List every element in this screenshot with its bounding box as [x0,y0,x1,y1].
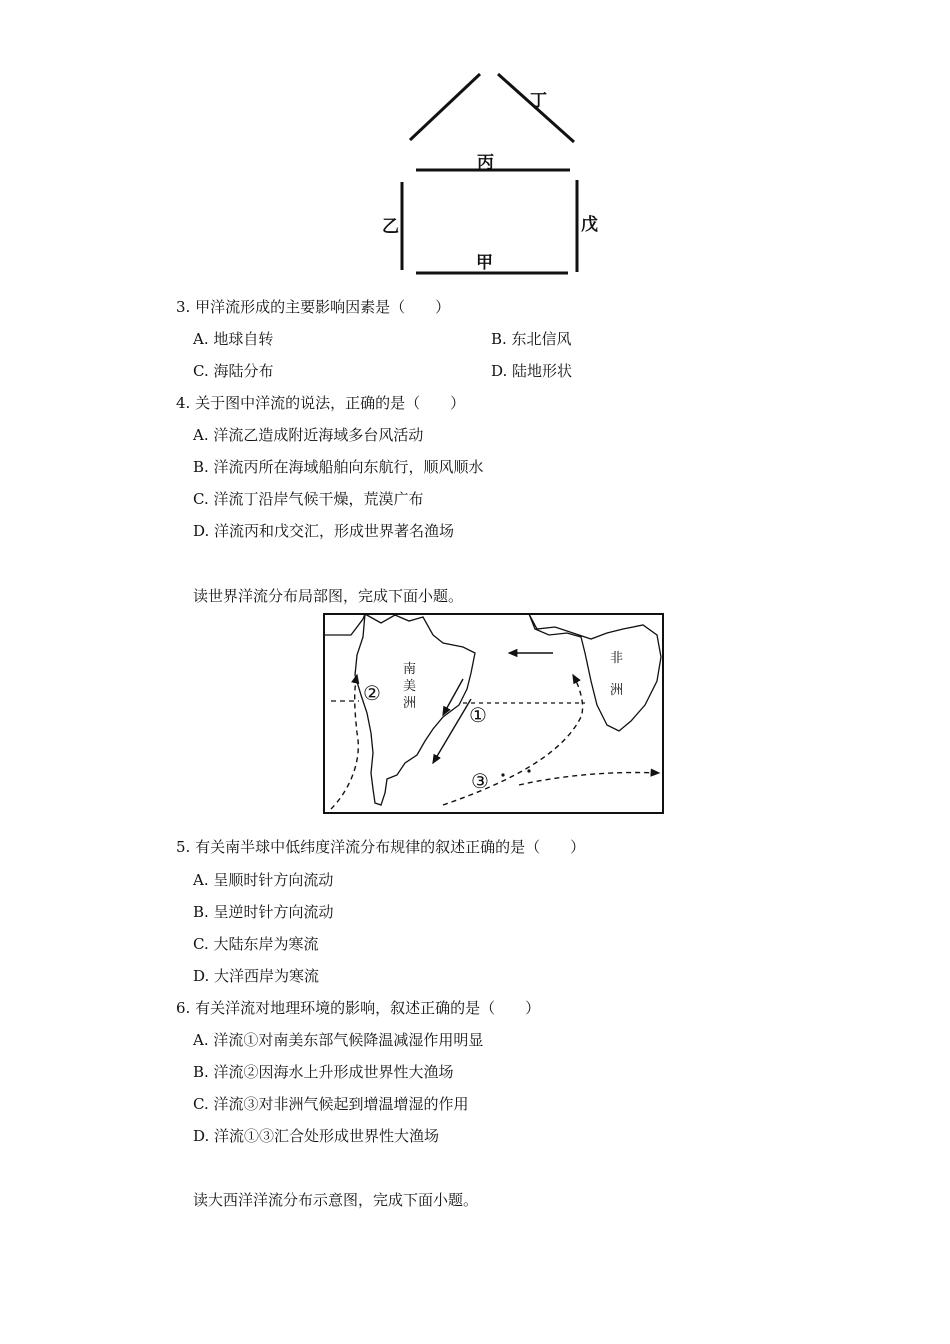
label-wu: 戊 [581,215,598,235]
label-current-2: ② [363,681,381,705]
q3-option-c: C. 海陆分布 [193,362,274,380]
map-dot [527,769,530,772]
label-ding: 丁 [530,91,547,111]
south-atlantic-map [323,613,665,815]
label-south-america: 南美洲 [403,662,417,711]
q5-option-d: D. 大洋西岸为寒流 [193,967,320,985]
q4-option-a: A. 洋流乙造成附近海域多台风活动 [193,426,424,444]
q5-option-c: C. 大陆东岸为寒流 [193,935,319,953]
label-jia: 甲 [476,253,493,273]
map-dot [501,773,504,776]
q6-option-a: A. 洋流①对南美东部气候降温减湿作用明显 [193,1031,484,1049]
q3-option-b: B. 东北信风 [491,330,572,348]
q3-option-d: D. 陆地形状 [491,362,573,380]
q5-option-b: B. 呈逆时针方向流动 [193,903,334,921]
current-schematic-svg [370,60,620,285]
q4-option-b: B. 洋流丙所在海域船舶向东航行，顺风顺水 [193,458,484,476]
q5-stem: 5. 有关南半球中低纬度洋流分布规律的叙述正确的是（ ） [176,838,586,856]
intro-atlantic-currents: 读大西洋洋流分布示意图，完成下面小题。 [193,1191,479,1209]
q4-option-c: C. 洋流丁沿岸气候干燥，荒漠广布 [193,490,424,508]
label-yi: 乙 [382,217,399,237]
q4-option-d: D. 洋流丙和戊交汇，形成世界著名渔场 [193,522,455,540]
label-current-1: ① [469,703,487,727]
label-bing: 丙 [477,153,494,173]
q3-option-a: A. 地球自转 [193,330,274,348]
q6-option-b: B. 洋流②因海水上升形成世界性大渔场 [193,1063,454,1081]
q6-option-c: C. 洋流③对非洲气候起到增温增湿的作用 [193,1095,469,1113]
line-left-diagonal [410,74,480,140]
q5-option-a: A. 呈顺时针方向流动 [193,871,334,889]
q4-stem: 4. 关于图中洋流的说法，正确的是（ ） [176,394,466,412]
q6-option-d: D. 洋流①③汇合处形成世界性大渔场 [193,1127,440,1145]
intro-world-currents: 读世界洋流分布局部图，完成下面小题。 [193,587,464,605]
label-africa: 非洲 [610,651,624,698]
q6-stem: 6. 有关洋流对地理环境的影响，叙述正确的是（ ） [176,999,541,1017]
label-current-3: ③ [471,769,489,793]
q3-stem: 3. 甲洋流形成的主要影响因素是（ ） [176,298,451,316]
current-schematic-diagram [370,60,620,285]
